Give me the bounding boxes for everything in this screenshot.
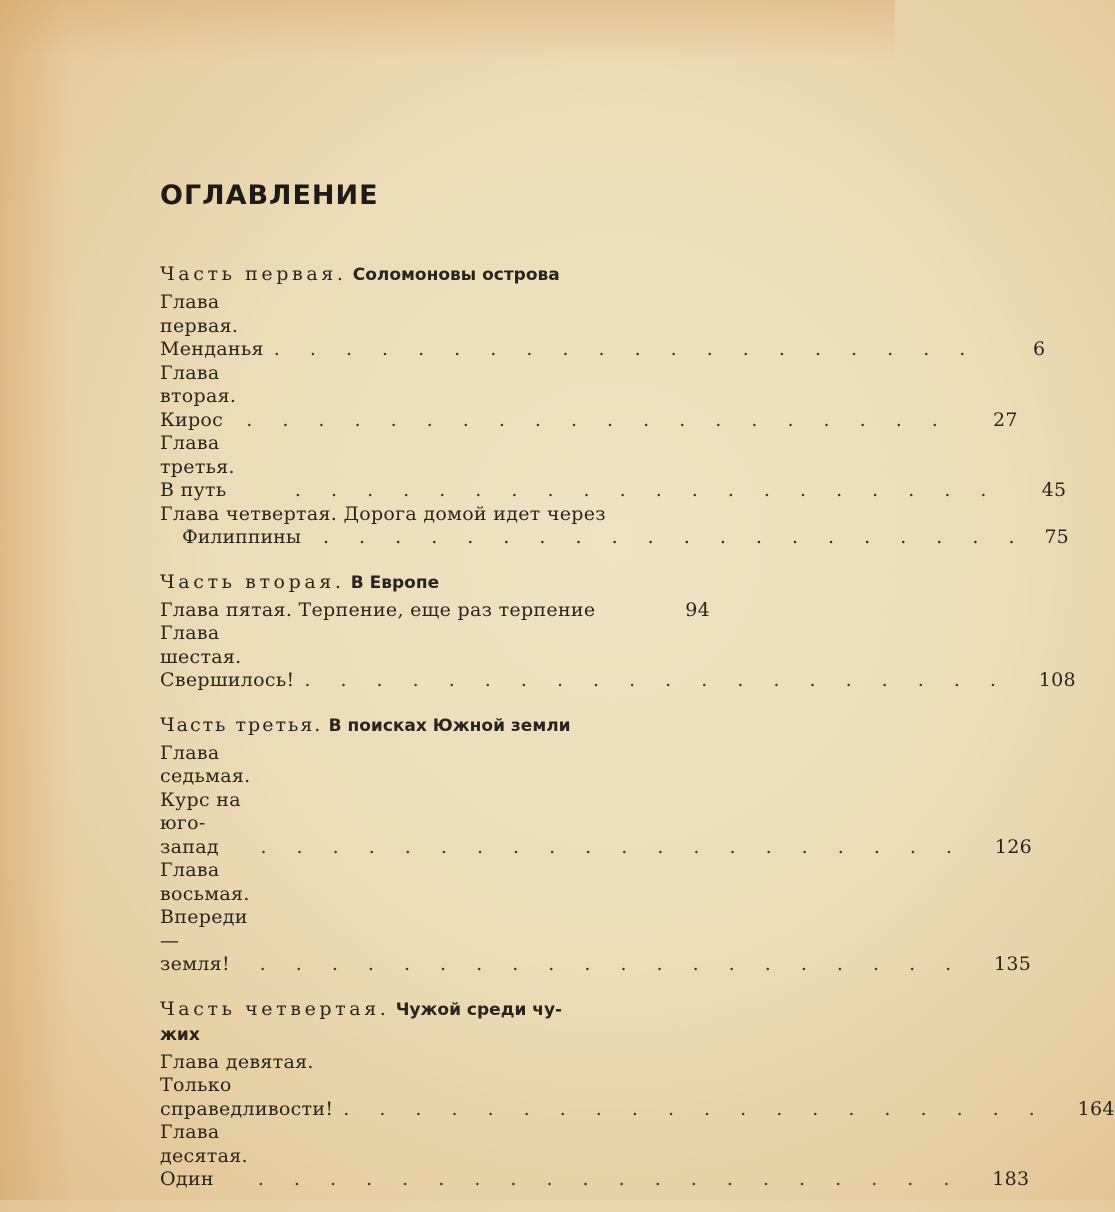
- toc-entry[interactable]: [160, 622, 1076, 693]
- chapter-title: Глава девятая. Только справедливости!: [160, 1050, 334, 1120]
- part-label: Часть третья.: [160, 713, 323, 736]
- part-title: [160, 997, 710, 1022]
- part-name: В поисках Южной земли: [328, 715, 571, 736]
- page-number: 27: [993, 408, 1018, 431]
- toc-entry[interactable]: [160, 1121, 1030, 1192]
- page-shadow-top: [0, 0, 895, 60]
- page-number: 75: [1044, 526, 1069, 548]
- toc-heading: ОГЛАВЛЕНИЕ: [160, 180, 379, 211]
- leader-dots: . . . . . . . . . . . . . . . . . . . .: [259, 953, 964, 975]
- toc-entry[interactable]: [160, 291, 1046, 362]
- chapter-title: Глава седьмая. Курс на юго-запад: [160, 741, 251, 858]
- toc-entry[interactable]: [160, 503, 710, 527]
- part-title: [160, 713, 710, 738]
- page-number: 6: [1032, 338, 1046, 360]
- chapter-title: Глава шестая. Свершилось!: [160, 622, 295, 691]
- chapter-title: Глава восьмая. Впереди — земля!: [160, 859, 250, 975]
- chapter-title: Глава третья. В путь: [160, 432, 235, 501]
- page-number: 45: [1041, 479, 1067, 501]
- table-of-contents: [160, 262, 1115, 1212]
- part-label: Часть первая.: [160, 263, 347, 285]
- toc-entry[interactable]: [160, 741, 1033, 860]
- part-name: Чужой среди чу-: [395, 999, 563, 1020]
- part-title: [160, 262, 710, 287]
- chapter-title: Глава пятая. Терпение, еще раз терпение: [160, 598, 596, 621]
- part-title-continuation: [160, 1022, 710, 1047]
- leader-dots: . . . . . . . . . . . . . . . . . . . .: [260, 835, 965, 858]
- chapter-title: Глава первая. Менданья: [160, 291, 264, 360]
- leader-dots: . . . . . . . . . . . . . . . . . . . .: [304, 669, 1008, 691]
- toc-part-3: [160, 713, 1033, 977]
- leader-dots: . . . . . . . . . . . . . . . . . . . .: [273, 338, 978, 360]
- chapter-title-continuation: Филиппины: [182, 526, 301, 548]
- page-number: 126: [994, 835, 1033, 858]
- toc-entry[interactable]: [160, 361, 1018, 433]
- leader-dots: . . . . . . . . . . . . . . . . . . . .: [246, 408, 950, 431]
- page-number: 183: [992, 1168, 1030, 1190]
- page-shadow-left: [0, 0, 70, 1200]
- toc-entry[interactable]: [160, 859, 1032, 977]
- toc-entry[interactable]: [160, 1050, 1115, 1122]
- chapter-title: Глава десятая. Один: [160, 1121, 248, 1190]
- toc-part-2: [160, 570, 1076, 693]
- toc-entry[interactable]: [160, 432, 1067, 503]
- toc-part-1: [160, 262, 1069, 550]
- leader-dots: . . . . . . . . . . . . . . . . . . . .: [294, 479, 999, 501]
- part-label: Часть четвертая.: [160, 997, 390, 1020]
- page-number: 164: [1077, 1097, 1115, 1120]
- page-number: 108: [1038, 669, 1076, 691]
- part-label: Часть вторая.: [160, 570, 345, 593]
- chapter-title: Глава вторая. Кирос: [160, 361, 237, 431]
- page-number: 135: [994, 953, 1032, 975]
- part-name-continuation: жих: [160, 1024, 200, 1045]
- chapter-title: Глава четвертая. Дорога домой идет через: [160, 502, 606, 525]
- toc-part-4: [160, 997, 1115, 1192]
- leader-dots: . . . . . . . . . . . . . . . . . . . .: [322, 526, 1027, 548]
- part-title: [160, 570, 710, 595]
- part-name: В Европе: [350, 572, 440, 593]
- leader-dots: . . . . . . . . . . . . . . . . . . . .: [257, 1168, 962, 1190]
- page-number: 94: [685, 598, 710, 621]
- toc-entry-continuation[interactable]: [160, 526, 1069, 550]
- part-name: Соломоновы острова: [352, 265, 560, 285]
- toc-entry[interactable]: [160, 599, 710, 623]
- leader-dots: . . . . . . . . . . . . . . . . . . . .: [343, 1097, 1047, 1120]
